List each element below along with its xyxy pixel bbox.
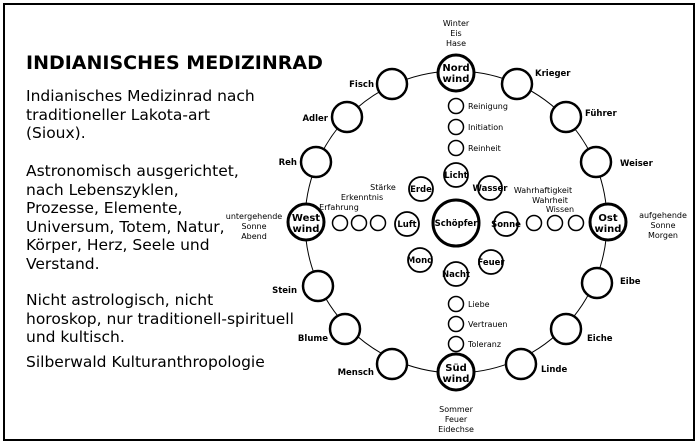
north-caption-line3: Hase (445, 39, 467, 48)
south-caption-line2: Feuer (444, 415, 468, 424)
west-path-dot-2 (352, 216, 367, 231)
south-path-label-1: Liebe (468, 300, 490, 309)
east-path-label-1: Wahrhaftigkeit (513, 186, 573, 195)
label-eiche: Eiche (587, 334, 613, 344)
north-wind-line1: Nord (442, 63, 470, 74)
south-path-dot-1 (449, 297, 464, 312)
east-path-dot-1 (527, 216, 542, 231)
label-linde: Linde (541, 365, 568, 375)
east-caption-line2: Sonne (650, 221, 676, 230)
east-wind-line2: wind (594, 224, 622, 235)
south-path-label-3: Toleranz (468, 340, 502, 349)
east-path-dot-2 (548, 216, 563, 231)
inner-label-luft: Luft (397, 220, 417, 230)
rim-circle-mensch (377, 349, 407, 379)
west-path-label-3: Erfahrung (319, 203, 359, 212)
inner-label-sonne: Sonne (491, 220, 521, 230)
west-path-label-1: Stärke (370, 183, 396, 192)
inner-label-feuer: Feuer (477, 258, 505, 268)
rim-circle-eibe (582, 268, 612, 298)
credit-paragraph: Silberwald Kulturanthropologie (26, 353, 265, 371)
label-krieger: Krieger (535, 69, 571, 79)
page-title: INDIANISCHES MEDIZINRAD (26, 52, 323, 74)
rim-circle-fisch (377, 69, 407, 99)
creator-label: Schöpfer (434, 219, 478, 229)
east-caption-line3: Morgen (647, 231, 679, 240)
rim-circle-reh (301, 147, 331, 177)
south-wind-line1: Süd (445, 363, 467, 374)
east-caption-line1: aufgehende (639, 211, 687, 220)
rim-circle-krieger (502, 69, 532, 99)
west-wind-line1: West (291, 213, 321, 224)
intro-paragraph: Indianisches Medizinrad nach traditioneller Lakota-art (Sioux). (26, 87, 255, 142)
label-fisch: Fisch (349, 80, 374, 90)
label-stein: Stein (272, 286, 297, 296)
west-caption-line3: Abend (241, 232, 267, 241)
north-caption-line1: Winter (442, 19, 470, 28)
east-path-label-3: Wissen (545, 205, 575, 214)
south-path-dot-3 (449, 337, 464, 352)
rim-circle-stein (303, 271, 333, 301)
inner-label-mond: Mond (406, 256, 434, 266)
north-path-label-2: Initiation (468, 123, 504, 132)
west-path-dot-3 (371, 216, 386, 231)
north-wind-line2: wind (442, 74, 470, 85)
label-adler: Adler (302, 114, 328, 124)
north-path-label-3: Reinheit (468, 144, 501, 153)
west-caption-line2: Sonne (241, 222, 267, 231)
rim-circle-weiser (581, 147, 611, 177)
west-path-dot-1 (333, 216, 348, 231)
south-caption-line3: Eidechse (438, 425, 474, 434)
label-eibe: Eibe (620, 277, 641, 287)
note-paragraph: Nicht astrologisch, nicht horoskop, nur traditionell-spirituell und kultisch. (26, 291, 294, 346)
rim-circle-blume (330, 314, 360, 344)
label-reh: Reh (278, 158, 297, 168)
label-blume: Blume (297, 334, 328, 344)
astronomy-paragraph: Astronomisch ausgerichtet, nach Lebenszyklen, Prozesse, Elemente, Universum, Totem, Natur, Körper, Herz, Seele und Verstand. (26, 162, 239, 273)
north-path-label-1: Reinigung (468, 102, 508, 111)
inner-label-wasser: Wasser (472, 184, 508, 194)
rim-circle-linde (506, 349, 536, 379)
east-wind-line1: Ost (598, 213, 618, 224)
label-mensch: Mensch (337, 368, 374, 378)
north-path-dot-2 (449, 120, 464, 135)
label-fuehrer: Führer (585, 109, 617, 119)
east-path-label-2: Wahrheit (532, 196, 568, 205)
inner-label-nacht: Nacht (441, 270, 471, 280)
west-caption-line1: untergehende (225, 212, 283, 221)
south-caption-line1: Sommer (439, 405, 473, 414)
inner-label-erde: Erde (410, 185, 432, 195)
rim-circle-adler (332, 102, 362, 132)
rim-circle-fuehrer (551, 102, 581, 132)
south-path-label-2: Vertrauen (468, 320, 508, 329)
rim-circle-eiche (551, 314, 581, 344)
north-path-dot-1 (449, 99, 464, 114)
south-wind-line2: wind (442, 374, 470, 385)
inner-label-licht: Licht (444, 171, 468, 181)
west-wind-line2: wind (292, 224, 320, 235)
west-path-label-2: Erkenntnis (340, 193, 384, 202)
east-path-dot-3 (569, 216, 584, 231)
north-path-dot-3 (449, 141, 464, 156)
south-path-dot-2 (449, 317, 464, 332)
north-caption-line2: Eis (450, 29, 462, 38)
label-weiser: Weiser (620, 159, 653, 169)
